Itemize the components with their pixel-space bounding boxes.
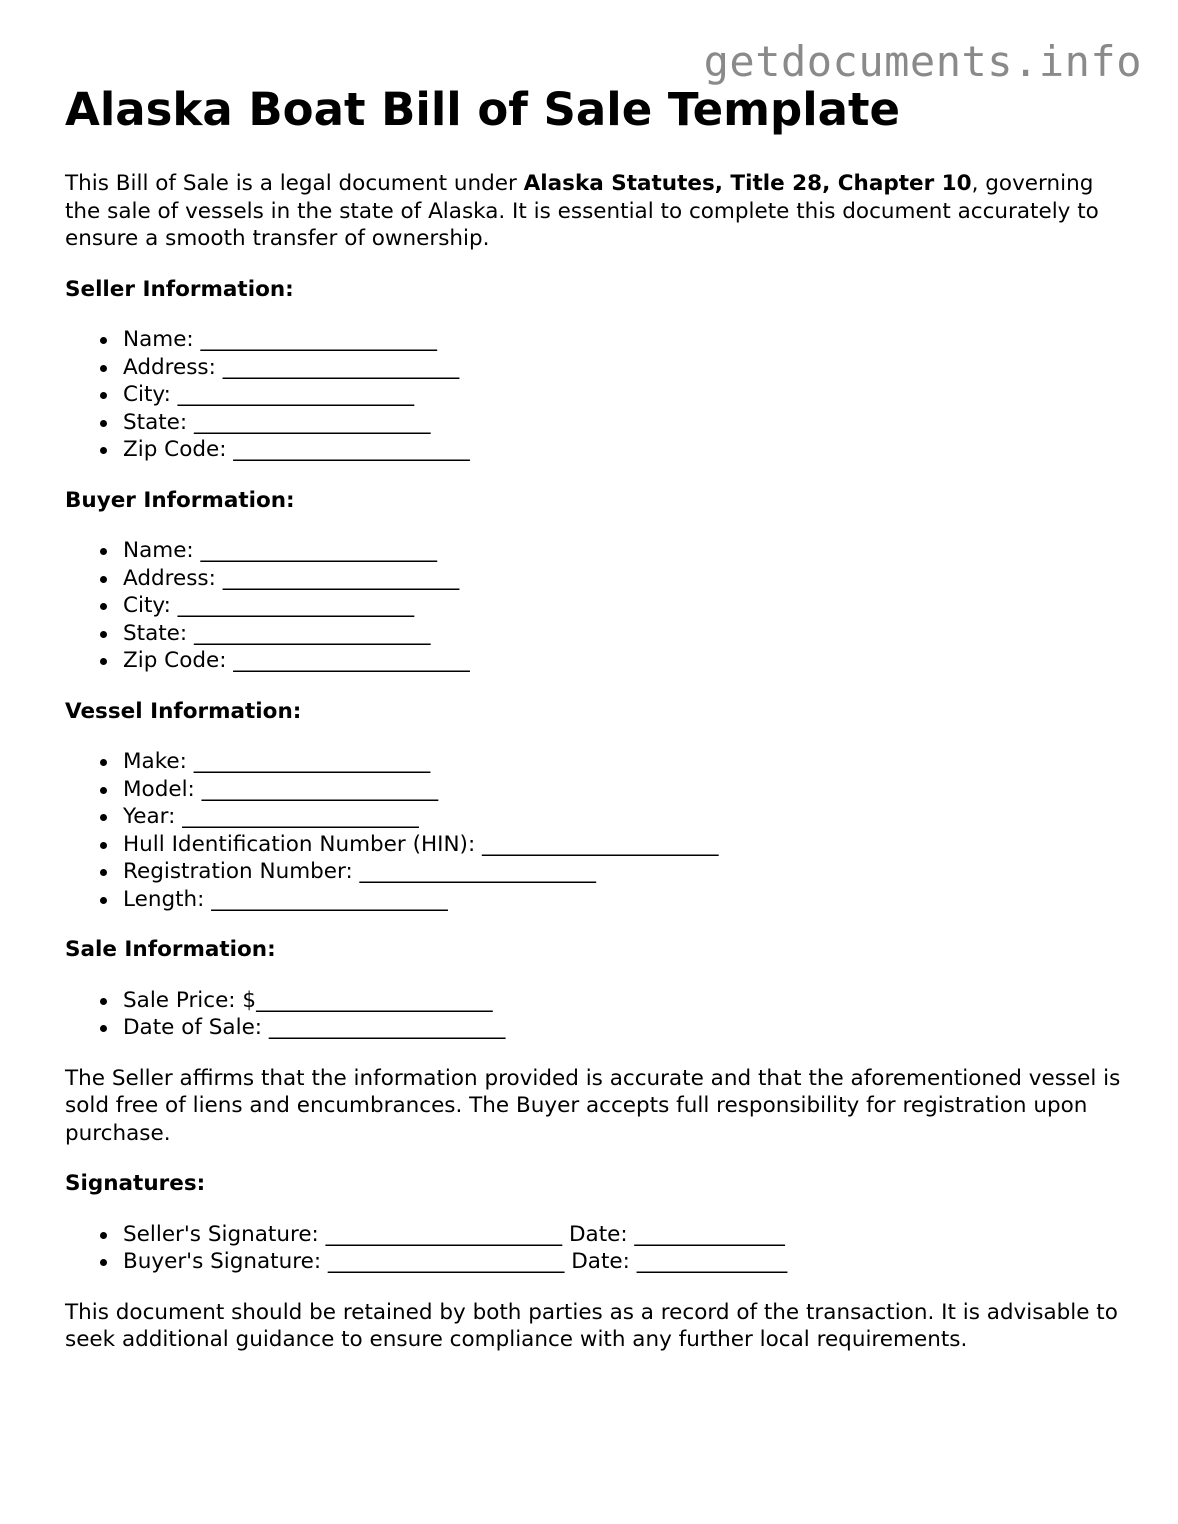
vessel-model-field: Model: ______________________ (123, 776, 1125, 804)
seller-name-field: Name: ______________________ (123, 326, 1125, 354)
seller-city-field: City: ______________________ (123, 381, 1125, 409)
buyer-address-field: Address: ______________________ (123, 565, 1125, 593)
sale-price-field: Sale Price: $______________________ (123, 987, 1125, 1015)
vessel-length-field: Length: ______________________ (123, 886, 1125, 914)
intro-paragraph (65, 170, 1125, 253)
seller-field-list (65, 326, 1125, 464)
signature-field-list (65, 1221, 1125, 1276)
buyer-state-field: State: ______________________ (123, 620, 1125, 648)
buyer-section-heading: Buyer Information: (65, 487, 295, 513)
sale-date-field: Date of Sale: ______________________ (123, 1014, 1125, 1042)
vessel-section-heading: Vessel Information: (65, 698, 302, 724)
buyer-city-field: City: ______________________ (123, 592, 1125, 620)
document-page (65, 82, 1125, 1354)
seller-zip-field: Zip Code: ______________________ (123, 436, 1125, 464)
buyer-signature-field: Buyer's Signature: ______________________ Date: ______________ (123, 1248, 1125, 1276)
vessel-registration-field: Registration Number: ______________________ (123, 858, 1125, 886)
signatures-section-heading: Signatures: (65, 1171, 206, 1196)
vessel-field-list (65, 748, 1125, 913)
vessel-year-field: Year: ______________________ (123, 803, 1125, 831)
watermark: getdocuments.info (703, 37, 1142, 86)
buyer-field-list (65, 537, 1125, 675)
seller-signature-field: Seller's Signature: ______________________ Date: ______________ (123, 1221, 1125, 1249)
sale-section-heading: Sale Information: (65, 937, 276, 962)
buyer-name-field: Name: ______________________ (123, 537, 1125, 565)
seller-address-field: Address: ______________________ (123, 354, 1125, 382)
sale-field-list (65, 987, 1125, 1042)
intro-statute-reference: Alaska Statutes, Title 28, Chapter 10 (523, 171, 972, 196)
intro-text-start: This Bill of Sale is a legal document under (65, 171, 524, 196)
closing-paragraph: This document should be retained by both parties as a record of the transaction. It is advisable to seek additional guidance to ensure compliance with any further local requirements. (65, 1299, 1118, 1352)
page-title: Alaska Boat Bill of Sale Template (65, 83, 901, 136)
buyer-zip-field: Zip Code: ______________________ (123, 647, 1125, 675)
seller-state-field: State: ______________________ (123, 409, 1125, 437)
seller-section-heading: Seller Information: (65, 276, 294, 302)
intro-text-end: , governing the sale of vessels in the state of Alaska. It is essential to complete this document accurately to ensure a smooth transfer of ownership. (65, 171, 1099, 251)
vessel-hin-field: Hull Identification Number (HIN): ______________________ (123, 831, 1125, 859)
vessel-make-field: Make: ______________________ (123, 748, 1125, 776)
affirmation-paragraph: The Seller affirms that the information provided is accurate and that the aforementioned vessel is sold free of liens and encumbrances. The Buyer accepts full responsibility for registration upon purchase. (65, 1065, 1121, 1146)
